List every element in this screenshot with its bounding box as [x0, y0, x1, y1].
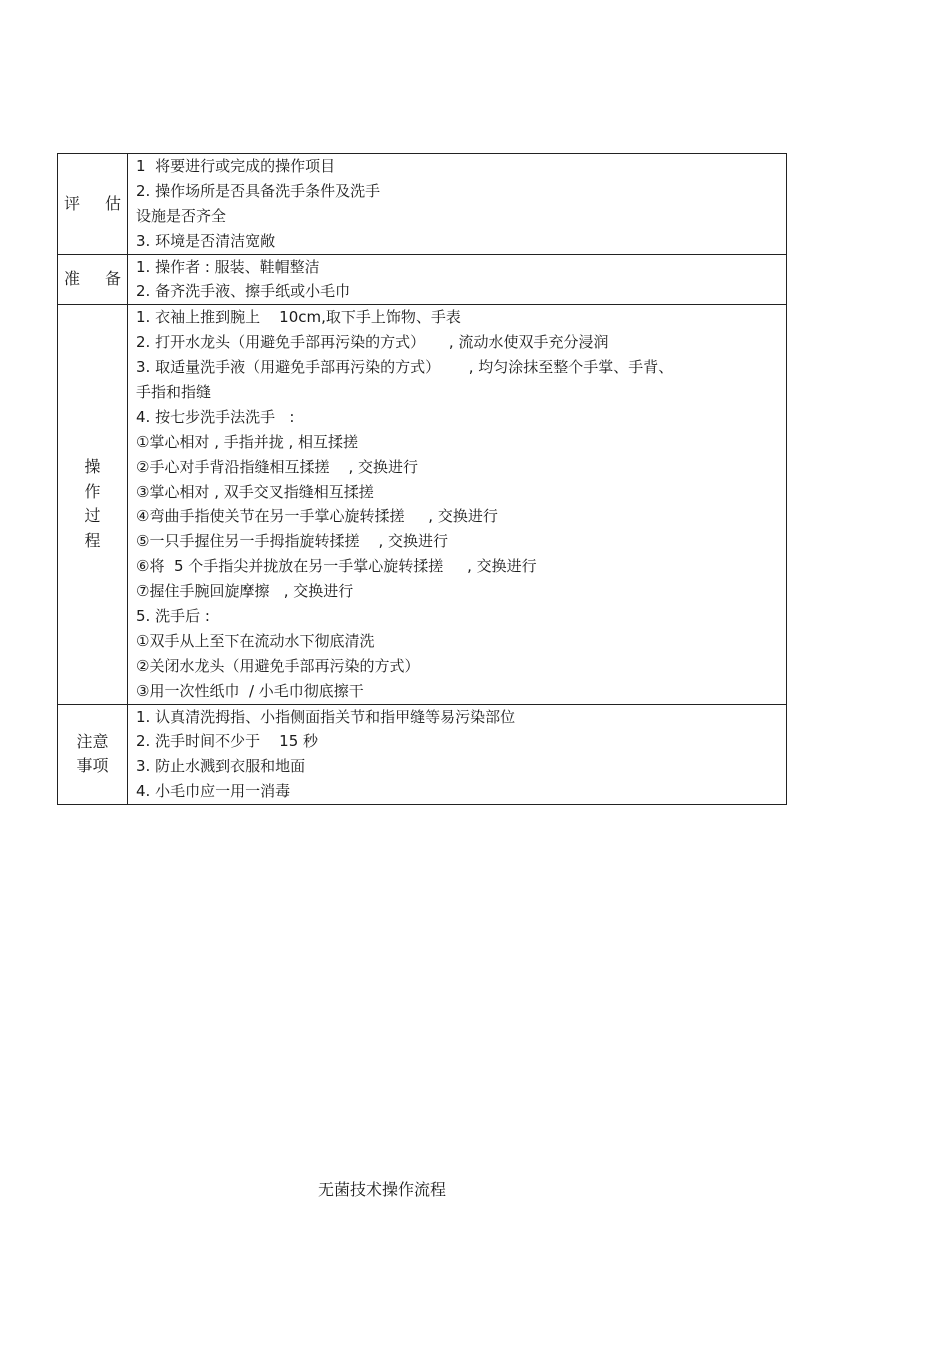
- content-line: 2. 操作场所是否具备洗手条件及洗手: [136, 181, 381, 200]
- row-label-preparation: [58, 254, 132, 305]
- row-content-assessment: [128, 154, 787, 255]
- content-line: 3. 环境是否清洁宽敞: [136, 231, 276, 250]
- table-row-notes: [58, 704, 787, 805]
- content-line: ⑤一只手握住另一手拇指旋转揉搓 , 交换进行: [136, 532, 449, 551]
- content-line: ④弯曲手指使关节在另一手掌心旋转揉搓 , 交换进行: [136, 507, 498, 526]
- table-row-procedure: [58, 305, 787, 704]
- content-line: 设施是否齐全: [136, 206, 227, 225]
- content-line: ②手心对手背沿指缝相互揉搓 , 交换进行: [136, 457, 419, 476]
- content-line: 2. 洗手时间不少于 15 秒: [136, 732, 319, 751]
- content-line: 3. 取适量洗手液（用避免手部再污染的方式） , 均匀涂抹至整个手掌、手背、: [136, 358, 674, 377]
- table-row-preparation: [58, 254, 787, 305]
- row-label-text: 操 作 过 程: [84, 457, 101, 550]
- content-line: 1 将要进行或完成的操作项目: [136, 157, 336, 175]
- content-line: 4. 按七步洗手法洗手 :: [136, 407, 295, 426]
- table-row-assessment: [58, 154, 787, 255]
- content-line: ③掌心相对 , 双手交叉指缝相互揉搓: [136, 482, 374, 501]
- content-line: ③用一次性纸巾 / 小毛巾彻底擦干: [136, 681, 364, 700]
- row-label-text: 注意 事项: [76, 731, 109, 776]
- content-line: 手指和指缝: [136, 383, 212, 402]
- row-label-notes: [58, 704, 128, 805]
- content-line: ⑥将 5 个手指尖并拢放在另一手掌心旋转揉搓 , 交换进行: [136, 557, 537, 576]
- row-content-procedure: [128, 305, 787, 704]
- content-line: 4. 小毛巾应一用一消毒: [136, 782, 291, 801]
- content-line: ⑦握住手腕回旋摩擦 , 交换进行: [136, 582, 354, 601]
- content-line: 3. 防止水溅到衣服和地面: [136, 757, 306, 776]
- content-line: ②关闭水龙头（用避免手部再污染的方式）: [136, 656, 420, 675]
- row-label-procedure: [58, 305, 128, 704]
- content-line: 1. 认真清洗拇指、小指侧面指关节和指甲缝等易污染部位: [136, 707, 516, 726]
- row-content-preparation: [128, 254, 787, 305]
- content-line: 5. 洗手后 :: [136, 607, 210, 626]
- content-line: 2. 打开水龙头（用避免手部再污染的方式） , 流动水使双手充分浸润: [136, 333, 609, 352]
- procedure-table: [57, 153, 787, 805]
- row-label-text: 评 估: [63, 193, 132, 213]
- next-section-title: 无菌技术操作流程: [318, 1180, 447, 1199]
- content-line: 1. 操作者 : 服装、鞋帽整洁: [136, 257, 320, 276]
- row-content-notes: [128, 704, 787, 805]
- row-label-assessment: [58, 154, 132, 255]
- content-line: 1. 衣袖上推到腕上 10cm,取下手上饰物、手表: [136, 308, 461, 327]
- content-line: ①掌心相对 , 手指并拢 , 相互揉搓: [136, 432, 359, 451]
- row-label-text: 准 备: [63, 269, 132, 289]
- content-line: ①双手从上至下在流动水下彻底清洗: [136, 631, 375, 650]
- content-line: 2. 备齐洗手液、擦手纸或小毛巾: [136, 282, 351, 301]
